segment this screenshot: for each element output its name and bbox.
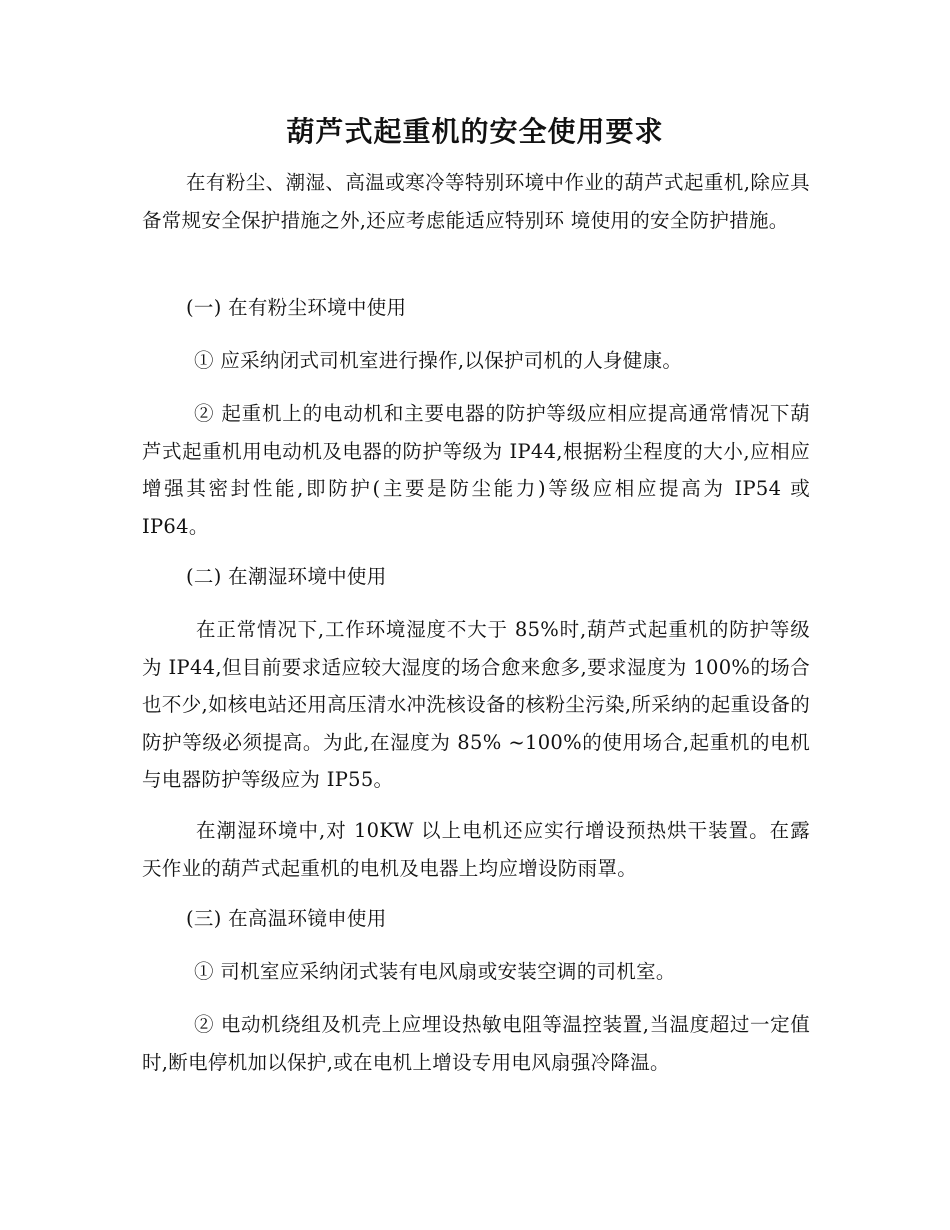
section-heading-dust: (一) 在有粉尘环境中使用	[186, 296, 407, 319]
heat-item-1: ① 司机室应采纳闭式装有电风扇或安装空调的司机室。	[194, 960, 676, 983]
page-title: 葫芦式起重机的安全使用要求	[286, 115, 664, 148]
humidity-paragraph-1: 在正常情况下,工作环境湿度不大于 85%时,葫芦式起重机的防护等级为 IP44,但目前要求适应较大湿度的场合愈来愈多,要求湿度为 100%的场合也不少,如核电站还用高压清水冲洗核设备的核粉尘污染,所采纳的起重设备的防护等级必须提高。为此,在湿度为 85% ~100%的使用场合,起重机的电机与电器防护等级应为 IP55。	[142, 618, 810, 791]
section-heading-heat: (三) 在高温环镜申使用	[186, 907, 387, 930]
heat-item-2: ② 电动机绕组及机壳上应埋设热敏电阻等温控装置,当温度超过一定值时,断电停机加以保护,或在电机上增设专用电风扇强冷降温。	[142, 1013, 810, 1074]
dust-item-2: ② 起重机上的电动机和主要电器的防护等级应相应提高通常情况下葫芦式起重机用电动机及电器的防护等级为 IP44,根据粉尘程度的大小,应相应增强其密封性能,即防护(主要是防尘能力)等级应相应提高为 IP54 或 IP64。	[142, 402, 810, 538]
intro-paragraph: 在有粉尘、潮湿、高温或寒冷等特别环境中作业的葫芦式起重机,除应具备常规安全保护措施之外,还应考虑能适应特别环 境使用的安全防护措施。	[142, 171, 810, 232]
section-heading-humidity: (二) 在潮湿环境中使用	[186, 565, 387, 588]
dust-item-1: ① 应采纳闭式司机室进行操作,以保护司机的人身健康。	[194, 349, 683, 372]
humidity-paragraph-2: 在潮湿环境中,对 10KW 以上电机还应实行增设预热烘干装置。在露天作业的葫芦式起重机的电机及电器上均应增设防雨罩。	[142, 819, 810, 880]
